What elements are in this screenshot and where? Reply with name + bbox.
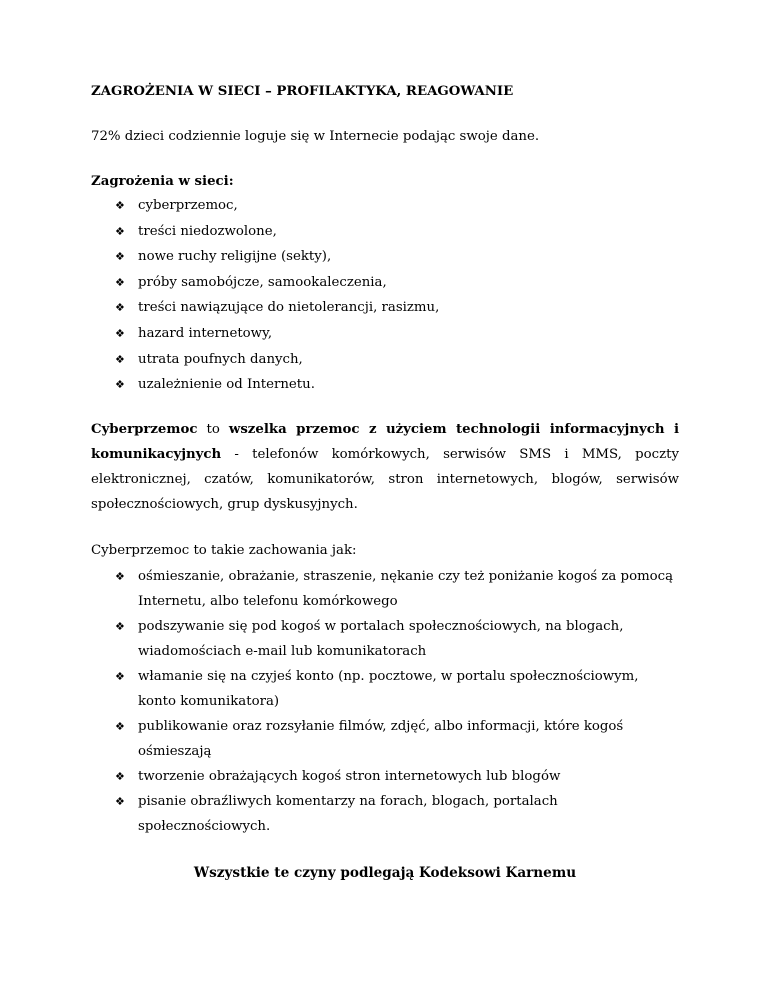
list-item-text: nowe ruchy religijne (sekty), (138, 249, 332, 265)
list-item (91, 375, 679, 395)
list-item-text: treści niedozwolone, (138, 223, 277, 239)
list-item (91, 273, 679, 293)
list-item (91, 196, 679, 216)
list-item (91, 614, 679, 664)
list-item-text: włamanie się na czyjeś konto (np. pocztowe, w portalu społecznościowym, konto komunikatora) (138, 669, 639, 710)
list-item-text: próby samobójcze, samookaleczenia, (138, 274, 387, 290)
statistic-line: 72% dzieci codziennie loguje się w Internecie podając swoje dane. (91, 129, 540, 144)
list-item (91, 222, 679, 242)
list-item (91, 764, 679, 789)
diamond-bullet-icon: ❖ (115, 795, 125, 809)
list-item-text: tworzenie obrażających kogoś stron internetowych lub blogów (138, 769, 561, 785)
list-item-text: uzależnienie od Internetu. (138, 377, 315, 393)
threats-list (91, 196, 679, 395)
diamond-bullet-icon: ❖ (115, 301, 125, 315)
diamond-bullet-icon: ❖ (115, 378, 125, 392)
threats-heading: Zagrożenia w sieci: (91, 174, 234, 189)
list-item-text: cyberprzemoc, (138, 198, 238, 213)
definition-rest: - telefonów komórkowych, serwisów SMS i MMS, poczty elektronicznej, czatów, komunikatorów, stron internetowych, blogów, serwisów społecznościowych, grup dyskusyjnych. (91, 447, 679, 513)
list-item-text: ośmieszanie, obrażanie, straszenie, nękanie czy też poniżanie kogoś za pomocą Internetu, albo telefonu komórkowego (138, 569, 674, 610)
list-item (91, 564, 679, 614)
diamond-bullet-icon: ❖ (115, 275, 125, 289)
behaviors-intro: Cyberprzemoc to takie zachowania jak: (91, 543, 357, 559)
definition-bold-text: wszelka przemoc z użyciem technologii informacyjnych i komunikacyjnych (91, 422, 679, 463)
definition-term: Cyberprzemoc (91, 422, 198, 438)
list-item-text: utrata poufnych danych, (138, 351, 303, 367)
diamond-bullet-icon: ❖ (115, 224, 125, 238)
diamond-bullet-icon: ❖ (115, 670, 125, 684)
list-item-text: pisanie obraźliwych komentarzy na forach, blogach, portalach społecznościowych. (138, 794, 558, 835)
list-item (91, 298, 679, 318)
diamond-bullet-icon: ❖ (115, 770, 125, 784)
cyberbullying-definition (91, 417, 679, 517)
list-item-text: podszywanie się pod kogoś w portalach społecznościowych, na blogach, wiadomościach e-mail lub komunikatorach (138, 619, 624, 660)
list-item-text: publikowanie oraz rozsyłanie filmów, zdjęć, albo informacji, które kogoś ośmieszają (138, 719, 624, 760)
diamond-bullet-icon: ❖ (115, 199, 125, 212)
definition-connector: to (197, 422, 229, 438)
list-item (91, 789, 679, 839)
list-item (91, 350, 679, 370)
list-item-text: treści nawiązujące do nietolerancji, rasizmu, (138, 300, 440, 316)
diamond-bullet-icon: ❖ (115, 620, 125, 634)
diamond-bullet-icon: ❖ (115, 326, 125, 340)
behaviors-list (91, 564, 679, 839)
list-item (91, 664, 679, 714)
diamond-bullet-icon: ❖ (115, 352, 125, 366)
list-item (91, 714, 679, 764)
diamond-bullet-icon: ❖ (115, 570, 125, 584)
diamond-bullet-icon: ❖ (115, 250, 125, 264)
closing-statement: Wszystkie te czyny podlegają Kodeksowi Karnemu (193, 865, 577, 882)
document-page (91, 82, 679, 883)
document-title: ZAGROŻENIA W SIECI – PROFILAKTYKA, REAGOWANIE (91, 84, 514, 99)
diamond-bullet-icon: ❖ (115, 720, 125, 734)
list-item (91, 324, 679, 344)
list-item (91, 247, 679, 267)
list-item-text: hazard internetowy, (138, 325, 273, 341)
